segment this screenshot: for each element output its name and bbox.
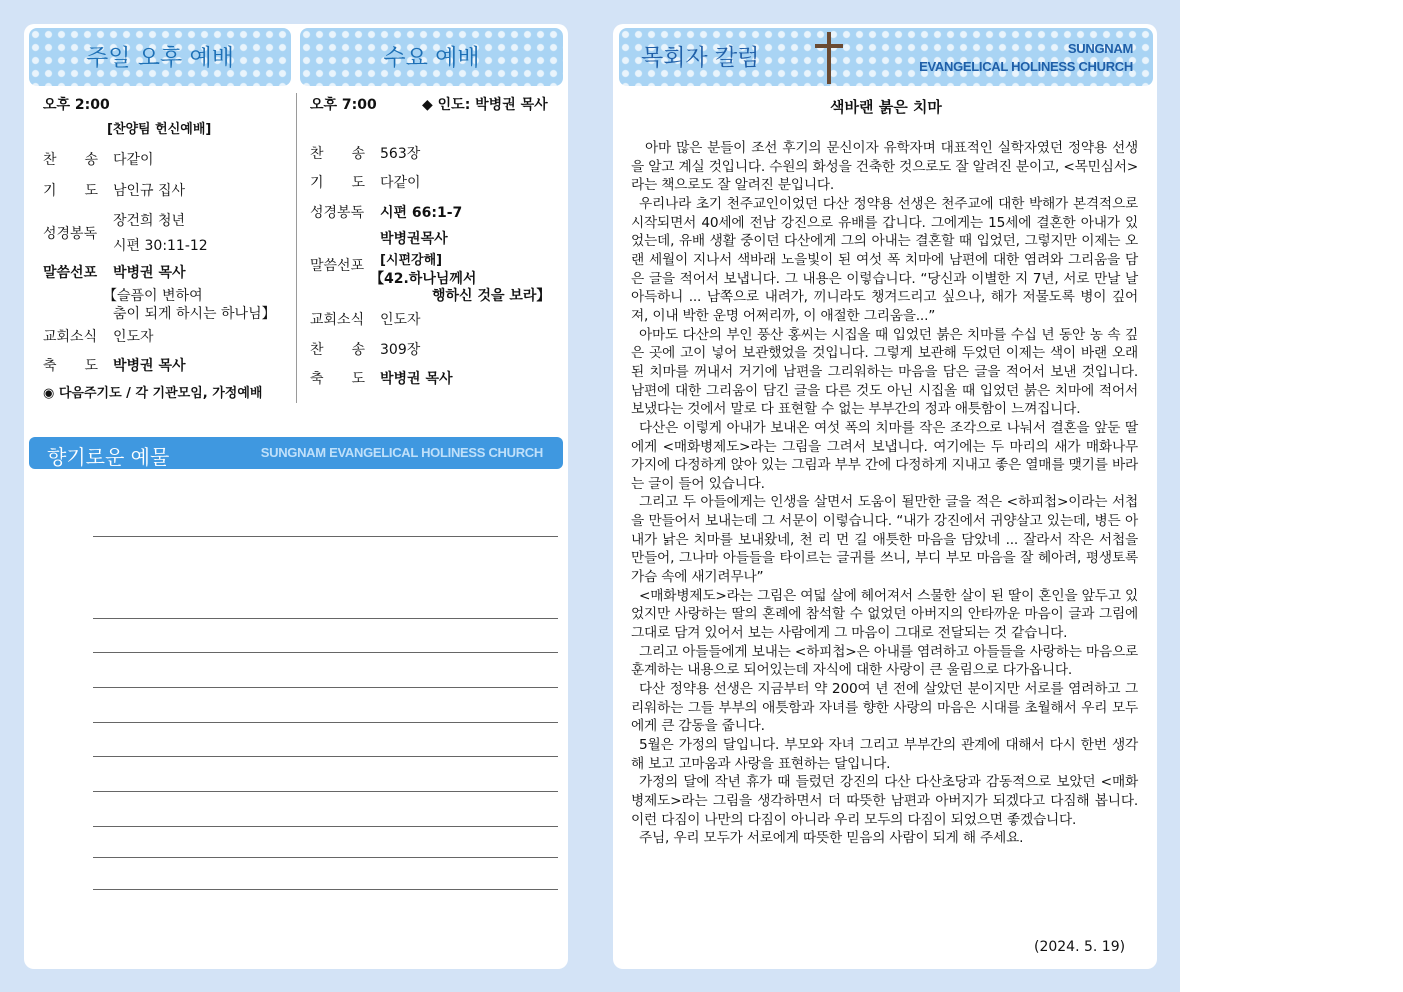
cross-icon-bar bbox=[815, 44, 843, 48]
column-paragraph: 아마 많은 분들이 조선 후기의 문신이자 유학자며 대표적인 실학자였던 정약용 선생을 알고 계실 것입니다. 수원의 화성을 건축한 것으로도 잘 알려진 분이고, <목민심서>라는 책으로도 잘 알려진 분입니다. bbox=[631, 140, 1138, 194]
sunday-reading-reader: 장건희 청년 bbox=[113, 213, 186, 229]
service-divider bbox=[296, 93, 297, 403]
column-paragraph: 가정의 달에 작년 휴가 때 들렀던 강진의 다산 다산초당과 감동적으로 보았던 <매화병제도>라는 그림을 생각하면서 더 따뜻한 남편과 아버지가 되겠다고 다짐해 봅니다. 이런 다짐이 나만의 다짐이 아니라 우리 모두의 다짐이 되었으면 좋겠습니다. bbox=[631, 774, 1138, 828]
offering-line bbox=[93, 687, 558, 688]
offering-line bbox=[93, 857, 558, 858]
offering-line bbox=[93, 618, 558, 619]
offering-line bbox=[93, 791, 558, 792]
wednesday-reading-value: 시편 66:1-7 bbox=[380, 205, 463, 221]
offering-line bbox=[93, 536, 558, 537]
sunday-hymn-label: 찬 송 bbox=[43, 152, 99, 168]
sunday-subtitle: [찬양팀 헌신예배] bbox=[107, 122, 212, 137]
sunday-blessing-label: 축 도 bbox=[43, 358, 99, 374]
offering-line bbox=[93, 889, 558, 890]
sunday-news-label: 교회소식 bbox=[43, 329, 98, 345]
offering-line bbox=[93, 756, 558, 757]
wednesday-news-label: 교회소식 bbox=[310, 312, 365, 328]
column-article-body bbox=[631, 139, 1138, 848]
column-paragraph: 아마도 다산의 부인 풍산 홍씨는 시집올 때 입었던 붉은 치마를 수십 년 동안 농 속 깊은 곳에 고이 넣어 보관했었을 것입니다. 그렇게 보관해 두었던 이제는 색이 바랜 오래된 치마를 꺼내서 거기에 남편을 그리워하는 마음을 담은 글을 적어서 보낸 것입니다. 남편에 대한 그리움이 담긴 글을 다른 것도 아닌 시집올 때 입었던 붉은 치마에 적어서 보냈다는 것에서 말로 다 표현할 수 없는 부부간의 정과 애틋함이 느껴집니다. bbox=[631, 326, 1138, 418]
wednesday-hymn2-value: 309장 bbox=[380, 342, 421, 358]
offering-title: 향기로운 예물 bbox=[47, 445, 170, 469]
sunday-next-week-note: ◉ 다음주기도 / 각 기관모임, 가정예배 bbox=[43, 386, 263, 401]
wednesday-service-banner: 수요 예배 bbox=[300, 28, 563, 86]
sunday-news-value: 인도자 bbox=[113, 329, 154, 345]
wednesday-blessing-value: 박병권 목사 bbox=[380, 371, 453, 387]
wednesday-sermon-preacher: 박병권목사 bbox=[380, 231, 448, 247]
column-paragraph: 다산 정약용 선생은 지금부터 약 200여 년 전에 살았던 분이지만 서로를 염려하고 그리워하는 그들 부부의 애틋함과 자녀를 향한 사랑의 마음은 시대를 초월해서 우리 모두에게 큰 감동을 줍니다. bbox=[631, 681, 1138, 735]
church-name-logo bbox=[919, 40, 1133, 76]
sunday-sermon-preacher: 박병권 목사 bbox=[113, 265, 186, 281]
sunday-sermon-title-line1: 【슬픔이 변하여 bbox=[103, 288, 203, 304]
sunday-prayer-label: 기 도 bbox=[43, 183, 99, 199]
column-paragraph: 주님, 우리 모두가 서로에게 따뜻한 믿음의 사람이 되게 해 주세요. bbox=[639, 830, 1024, 847]
column-date: (2024. 5. 19) bbox=[1034, 939, 1126, 955]
wednesday-sermon-title-line1: 【42.하나님께서 bbox=[370, 271, 477, 287]
pastor-column-banner bbox=[619, 28, 1153, 86]
wednesday-time: 오후 7:00 bbox=[310, 97, 377, 113]
column-paragraph: 그리고 아들들에게 보내는 <하피첩>은 아내를 염려하고 아들들을 사랑하는 마음으로 훈계하는 내용으로 되어있는데 자식에 대한 사랑이 큰 울림으로 다가옵니다. bbox=[631, 643, 1138, 679]
sunday-hymn-value: 다같이 bbox=[113, 152, 154, 168]
wednesday-sermon-label: 말씀선포 bbox=[310, 258, 365, 274]
sunday-service-banner: 주일 오후 예배 bbox=[29, 28, 291, 86]
sunday-blessing-value: 박병권 목사 bbox=[113, 358, 186, 374]
column-paragraph: 우리나라 초기 천주교인이었던 다산 정약용 선생은 천주교에 대한 박해가 본격적으로 시작되면서 40세에 전남 강진으로 유배를 갑니다. 그에게는 15세에 결혼한 아내가 있었는데, 유배 생활 중이던 다산에게 그의 아내는 결혼할 때 입었던, 그렇지만 이제는 오랜 세월이 지나서 색바래 노을빛이 된 여섯 폭 치마에 남편에 대한 염려와 그리움을 담은 글을 적어서 보냅니다. 그 내용은 이렇습니다. “당신과 이별한 지 7년, 서로 만날 날 아득하니 ... 남쪽으로 내려가, 끼니라도 챙겨드리고 싶으나, 해가 저물도록 병이 깊어져, 이내 박한 운명 어쩌리까, 이 애절한 그리움을...” bbox=[631, 195, 1138, 324]
column-paragraph: 다산은 이렇게 아내가 보내온 여섯 폭의 치마를 작은 조각으로 나눠서 결혼을 앞둔 딸에게 <매화병제도>라는 그림을 그려서 보냅니다. 여기에는 두 마리의 새가 매화나무 가지에 다정하게 앉아 있는 그림과 부부 간에 다정하게 지내고 좋은 열매를 맺기를 바라는 글이 들어 있습니다. bbox=[631, 419, 1138, 492]
wednesday-hymn2-label: 찬 송 bbox=[310, 342, 366, 358]
column-paragraph: <매화병제도>라는 그림은 여덟 살에 헤어져서 스물한 살이 된 딸이 혼인을 앞두고 있었지만 사랑하는 딸의 혼례에 참석할 수 없었던 아버지의 안타까운 마음이 글과 그림에 그대로 담겨 있어서 보는 사람에게 그 마음이 그대로 전달되는 것 같습니다. bbox=[631, 587, 1138, 642]
wednesday-prayer-value: 다같이 bbox=[380, 175, 421, 191]
offering-line bbox=[93, 652, 558, 653]
sunday-time: 오후 2:00 bbox=[43, 97, 110, 113]
wednesday-sermon-series: [시편강해] bbox=[380, 253, 443, 268]
offering-line bbox=[93, 722, 558, 723]
wednesday-hymn-label: 찬 송 bbox=[310, 146, 366, 162]
church-name-line2: EVANGELICAL HOLINESS CHURCH bbox=[919, 59, 1133, 74]
cross-icon bbox=[827, 32, 831, 84]
offering-header-bar bbox=[29, 437, 563, 469]
column-paragraph: 그리고 두 아들에게는 인생을 살면서 도움이 될만한 글을 적은 <하피첩>이라는 서첩을 만들어서 보내는데 그 서문이 이렇습니다. “내가 강진에서 귀양살고 있는데, 병든 아내가 낡은 치마를 보내왔네, 천 리 먼 길 애틋한 마음을 담았네 ... 잘라서 작은 서첩을 만들어, 그나마 아들들을 타이르는 글귀를 쓰니, 부디 부모 마음을 잘 헤아려, 평생토록 가슴 속에 새기려무나” bbox=[631, 494, 1138, 586]
wednesday-blessing-label: 축 도 bbox=[310, 371, 366, 387]
wednesday-prayer-label: 기 도 bbox=[310, 175, 366, 191]
wednesday-sermon-title-line2: 행하신 것을 보라】 bbox=[432, 288, 551, 304]
column-article-title: 색바랜 붉은 치마 bbox=[830, 98, 942, 116]
sunday-prayer-value: 남인규 집사 bbox=[113, 183, 186, 199]
offering-church-name: SUNGNAM EVANGELICAL HOLINESS CHURCH bbox=[260, 445, 543, 460]
wednesday-news-value: 인도자 bbox=[380, 312, 421, 328]
church-name-line1: SUNGNAM bbox=[1067, 41, 1133, 56]
wednesday-hymn-value: 563장 bbox=[380, 146, 421, 162]
wednesday-reading-label: 성경봉독 bbox=[310, 205, 365, 221]
sunday-reading-label: 성경봉독 bbox=[43, 226, 98, 242]
wednesday-leader: ◆ 인도: 박병권 목사 bbox=[422, 97, 548, 113]
sunday-sermon-label: 말씀선포 bbox=[43, 265, 98, 281]
offering-line bbox=[93, 826, 558, 827]
column-paragraph: 5월은 가정의 달입니다. 부모와 자녀 그리고 부부간의 관계에 대해서 다시 한번 생각해 보고 고마움과 사랑을 표현하는 달입니다. bbox=[631, 737, 1138, 772]
sunday-reading-passage: 시편 30:11-12 bbox=[113, 238, 208, 254]
pastor-column-title: 목회자 칼럼 bbox=[641, 45, 760, 71]
sunday-sermon-title-line2: 춤이 되게 하시는 하나님】 bbox=[113, 306, 276, 322]
